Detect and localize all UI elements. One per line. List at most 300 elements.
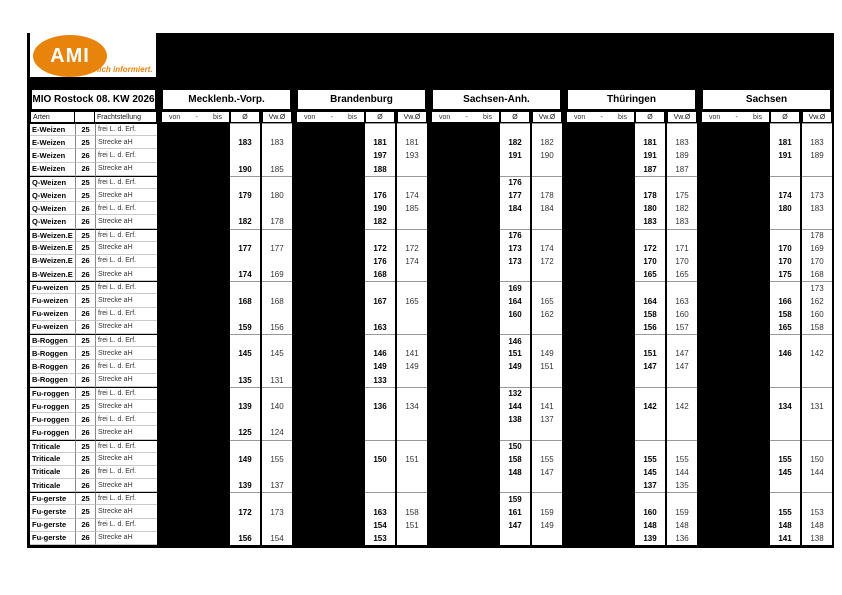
von-bis-cell [296,202,365,215]
region-cells [566,229,697,242]
avg-cell [230,149,260,162]
region-header: Sachsen-Anh. [431,88,562,111]
region-cells [296,492,427,505]
von-bis-cell [566,532,635,545]
vw-cell [262,387,292,400]
avg-cell: 150 [500,440,530,453]
von-bis-cell [566,202,635,215]
region-cells [431,163,562,176]
region-headers [161,88,836,111]
vw-cell [532,321,562,334]
vw-cell: 178 [532,189,562,202]
avg-cell [635,176,665,189]
vw-cell [532,440,562,453]
von-label: von [574,113,586,121]
avg-cell [635,334,665,347]
avg-cell: 150 [365,453,395,466]
region-cells [701,294,832,307]
art-cell: Q-Weizen [30,215,75,228]
region-cells [296,413,427,426]
region-cells [566,466,697,479]
col-header-avg: Ø [770,111,800,123]
von-bis-cell [431,268,500,281]
von-bis-cell [566,123,635,136]
von-bis-cell [566,413,635,426]
von-bis-cell [566,374,635,387]
dash-label: - [330,113,333,121]
vw-cell: 189 [667,149,697,162]
avg-cell [365,176,395,189]
vw-cell: 189 [802,149,832,162]
region-cells [701,479,832,492]
von-bis-cell [701,149,770,162]
region-cells [431,294,562,307]
vw-cell: 185 [262,163,292,176]
von-bis-cell [566,294,635,307]
region-cells [296,505,427,518]
vw-cell [397,215,427,228]
vw-cell [397,440,427,453]
von-bis-cell [566,189,635,202]
von-bis-cell [566,479,635,492]
region-cells [296,334,427,347]
region-cells [431,268,562,281]
year-cell: 26 [75,163,95,176]
avg-cell: 166 [770,294,800,307]
avg-cell: 145 [770,466,800,479]
year-cell: 26 [75,149,95,162]
avg-cell: 148 [500,466,530,479]
region-cells [701,281,832,294]
von-bis-cell [701,308,770,321]
von-bis-cell [701,242,770,255]
avg-cell [230,492,260,505]
von-bis-cell [431,321,500,334]
avg-cell: 147 [500,519,530,532]
region-cells [431,189,562,202]
vw-cell: 177 [262,242,292,255]
avg-cell [230,281,260,294]
von-label: von [169,113,181,121]
von-bis-cell [701,505,770,518]
avg-cell: 188 [365,163,395,176]
fracht-cell: Strecke aH [95,215,157,228]
von-bis-cell [431,136,500,149]
von-bis-cell [161,215,230,228]
vw-cell: 147 [667,347,697,360]
von-bis-cell [566,149,635,162]
von-bis-cell [296,136,365,149]
art-cell: Triticale [30,453,75,466]
von-bis-cell [701,374,770,387]
fracht-cell: Strecke aH [95,505,157,518]
avg-cell: 149 [365,360,395,373]
dash-label: - [600,113,603,121]
region-cells [566,242,697,255]
year-cell: 26 [75,413,95,426]
table-row [30,281,836,294]
vw-cell: 162 [802,294,832,307]
vw-cell: 190 [532,149,562,162]
region-cells [431,136,562,149]
avg-cell [635,281,665,294]
vw-cell: 170 [667,255,697,268]
vw-cell: 144 [802,466,832,479]
von-bis-cell [431,505,500,518]
von-bis-cell [161,532,230,545]
vw-cell [397,308,427,321]
von-bis-cell [431,202,500,215]
von-bis-cell [431,281,500,294]
region-cells [566,334,697,347]
col-header-avg: Ø [500,111,530,123]
region-cells [566,387,697,400]
von-bis-cell [161,281,230,294]
avg-cell: 190 [365,202,395,215]
avg-cell: 176 [500,229,530,242]
region-cells [296,163,427,176]
art-cell: E-Weizen [30,123,75,136]
vw-cell: 142 [667,400,697,413]
avg-cell [365,387,395,400]
von-bis-cell [431,413,500,426]
fracht-cell: frei L. d. Erf. [95,519,157,532]
region-cells [701,308,832,321]
art-cell: Fu-gerste [30,505,75,518]
von-bis-cell [431,176,500,189]
vw-cell: 136 [667,532,697,545]
von-bis-cell [296,400,365,413]
fracht-cell: Strecke aH [95,374,157,387]
von-bis-cell [701,400,770,413]
vw-cell [397,229,427,242]
region-cells [566,215,697,228]
fracht-cell: Strecke aH [95,400,157,413]
year-cell: 25 [75,440,95,453]
avg-cell [230,519,260,532]
vw-cell [397,374,427,387]
fracht-cell: Strecke aH [95,321,157,334]
von-bis-cell [161,294,230,307]
von-bis-cell [566,268,635,281]
vw-cell [802,334,832,347]
fracht-cell: frei L. d. Erf. [95,229,157,242]
vw-cell: 149 [532,347,562,360]
avg-cell: 167 [365,294,395,307]
region-cells [431,505,562,518]
col-header-von-bis [296,111,365,123]
vw-cell: 165 [667,268,697,281]
avg-cell: 170 [770,255,800,268]
year-cell: 25 [75,242,95,255]
von-bis-cell [161,242,230,255]
region-cells [296,281,427,294]
region-cells [701,321,832,334]
table-row [30,532,836,545]
von-bis-cell [431,229,500,242]
avg-cell [230,255,260,268]
region-cells [431,374,562,387]
region-cells [296,123,427,136]
vw-cell: 183 [802,136,832,149]
vw-cell: 185 [397,202,427,215]
vw-cell [397,479,427,492]
region-cells [566,308,697,321]
vw-cell: 131 [262,374,292,387]
region-cells [431,479,562,492]
avg-cell: 180 [635,202,665,215]
avg-cell [770,413,800,426]
vw-cell [667,440,697,453]
region-cells [566,492,697,505]
region-cells [701,347,832,360]
avg-cell: 182 [500,136,530,149]
vw-cell: 182 [667,202,697,215]
vw-cell: 153 [802,505,832,518]
avg-cell [500,321,530,334]
von-bis-cell [566,519,635,532]
avg-cell [770,123,800,136]
von-bis-cell [161,176,230,189]
vw-cell [532,123,562,136]
region-cells [566,426,697,439]
von-bis-cell [296,308,365,321]
region-cells [296,374,427,387]
avg-cell: 139 [635,532,665,545]
vw-cell [397,281,427,294]
vw-cell: 184 [532,202,562,215]
avg-cell [770,229,800,242]
fracht-cell: frei L. d. Erf. [95,123,157,136]
von-bis-cell [296,347,365,360]
avg-cell: 142 [635,400,665,413]
region-cells [431,255,562,268]
avg-cell: 174 [230,268,260,281]
von-bis-cell [566,334,635,347]
vw-cell: 187 [667,163,697,176]
von-bis-cell [431,294,500,307]
avg-cell: 172 [635,242,665,255]
vw-cell: 168 [802,268,832,281]
von-bis-cell [296,519,365,532]
von-bis-cell [701,136,770,149]
year-cell: 25 [75,505,95,518]
table-row [30,519,836,532]
region-cells [701,505,832,518]
region-cells [566,149,697,162]
fracht-cell: frei L. d. Erf. [95,466,157,479]
region-cells [296,360,427,373]
von-bis-cell [296,426,365,439]
vw-cell: 174 [532,242,562,255]
vw-cell: 135 [667,479,697,492]
art-cell: Fu-weizen [30,321,75,334]
vw-cell [667,334,697,347]
region-cells [161,215,292,228]
avg-cell [365,123,395,136]
vw-cell [532,492,562,505]
vw-cell: 150 [802,453,832,466]
region-cells [701,149,832,162]
region-cells [701,268,832,281]
avg-cell: 134 [770,400,800,413]
vw-cell: 174 [397,255,427,268]
bis-label: bis [348,113,357,121]
von-bis-cell [296,281,365,294]
vw-cell: 144 [667,466,697,479]
table-row [30,440,836,453]
vw-cell [397,163,427,176]
avg-cell: 180 [770,202,800,215]
vw-cell [262,229,292,242]
von-bis-cell [296,492,365,505]
vw-cell: 134 [397,400,427,413]
avg-cell [635,440,665,453]
table-row [30,347,836,360]
avg-cell [230,360,260,373]
vw-cell [262,413,292,426]
region-cells [161,149,292,162]
avg-cell: 159 [500,492,530,505]
price-table [30,88,836,545]
region-cells [566,400,697,413]
avg-cell: 149 [230,453,260,466]
avg-cell [770,426,800,439]
art-cell: B-Weizen.E [30,242,75,255]
region-cells [296,532,427,545]
vw-cell: 159 [532,505,562,518]
vw-cell [667,176,697,189]
region-cells [296,136,427,149]
von-bis-cell [701,440,770,453]
region-cells [566,202,697,215]
avg-cell: 138 [500,413,530,426]
von-bis-cell [431,532,500,545]
avg-cell: 181 [365,136,395,149]
table-row [30,255,836,268]
avg-cell: 173 [500,255,530,268]
vw-cell [397,532,427,545]
avg-cell [500,268,530,281]
table-row [30,189,836,202]
table-row [30,466,836,479]
vw-cell [802,163,832,176]
von-bis-cell [566,387,635,400]
region-cells [566,453,697,466]
year-cell: 25 [75,334,95,347]
von-bis-cell [701,387,770,400]
avg-cell [230,466,260,479]
region-cells [296,466,427,479]
avg-cell [770,479,800,492]
avg-cell: 146 [770,347,800,360]
vw-cell: 172 [397,242,427,255]
year-cell: 26 [75,466,95,479]
von-bis-cell [431,519,500,532]
col-header-vw: Vw.Ø [667,111,697,123]
vw-cell: 180 [262,189,292,202]
table-row [30,505,836,518]
von-bis-cell [161,347,230,360]
year-cell: 25 [75,387,95,400]
vw-cell: 178 [262,215,292,228]
col-header-vw: Vw.Ø [802,111,832,123]
vw-cell: 182 [532,136,562,149]
region-cells [296,242,427,255]
region-cells [161,163,292,176]
avg-cell: 136 [365,400,395,413]
fracht-cell: frei L. d. Erf. [95,281,157,294]
von-bis-cell [701,360,770,373]
region-cells [161,360,292,373]
vw-cell [532,176,562,189]
table-row [30,149,836,162]
vw-cell: 137 [262,479,292,492]
art-cell: Triticale [30,479,75,492]
fracht-cell: Strecke aH [95,136,157,149]
table-row [30,334,836,347]
region-cells [161,519,292,532]
avg-cell: 172 [230,505,260,518]
von-bis-cell [296,123,365,136]
avg-cell [365,440,395,453]
avg-cell: 168 [365,268,395,281]
von-bis-cell [566,136,635,149]
von-bis-cell [701,163,770,176]
art-cell: B-Weizen.E [30,255,75,268]
avg-cell: 151 [500,347,530,360]
vw-cell [262,123,292,136]
region-cells [161,202,292,215]
region-cells [296,387,427,400]
avg-cell [770,387,800,400]
von-bis-cell [431,334,500,347]
region-cells [431,466,562,479]
region-cells [701,532,832,545]
vw-cell [397,321,427,334]
avg-cell [365,479,395,492]
von-bis-cell [566,492,635,505]
vw-cell [262,519,292,532]
von-bis-cell [431,215,500,228]
von-bis-cell [701,229,770,242]
region-cells [431,334,562,347]
year-cell: 25 [75,492,95,505]
vw-cell: 160 [667,308,697,321]
von-bis-cell [431,374,500,387]
dash-label: - [195,113,198,121]
avg-cell [365,426,395,439]
vw-cell [532,268,562,281]
region-cells [566,281,697,294]
avg-cell: 182 [230,215,260,228]
avg-cell: 149 [500,360,530,373]
von-bis-cell [161,466,230,479]
fracht-cell: frei L. d. Erf. [95,149,157,162]
region-cells [566,505,697,518]
avg-cell: 144 [500,400,530,413]
region-cells [296,268,427,281]
avg-cell [230,229,260,242]
avg-cell: 183 [230,136,260,149]
avg-cell [770,281,800,294]
von-bis-cell [701,532,770,545]
region-header: Sachsen [701,88,832,111]
von-bis-cell [161,229,230,242]
vw-cell: 183 [667,215,697,228]
vw-cell [262,334,292,347]
region-cells [161,321,292,334]
